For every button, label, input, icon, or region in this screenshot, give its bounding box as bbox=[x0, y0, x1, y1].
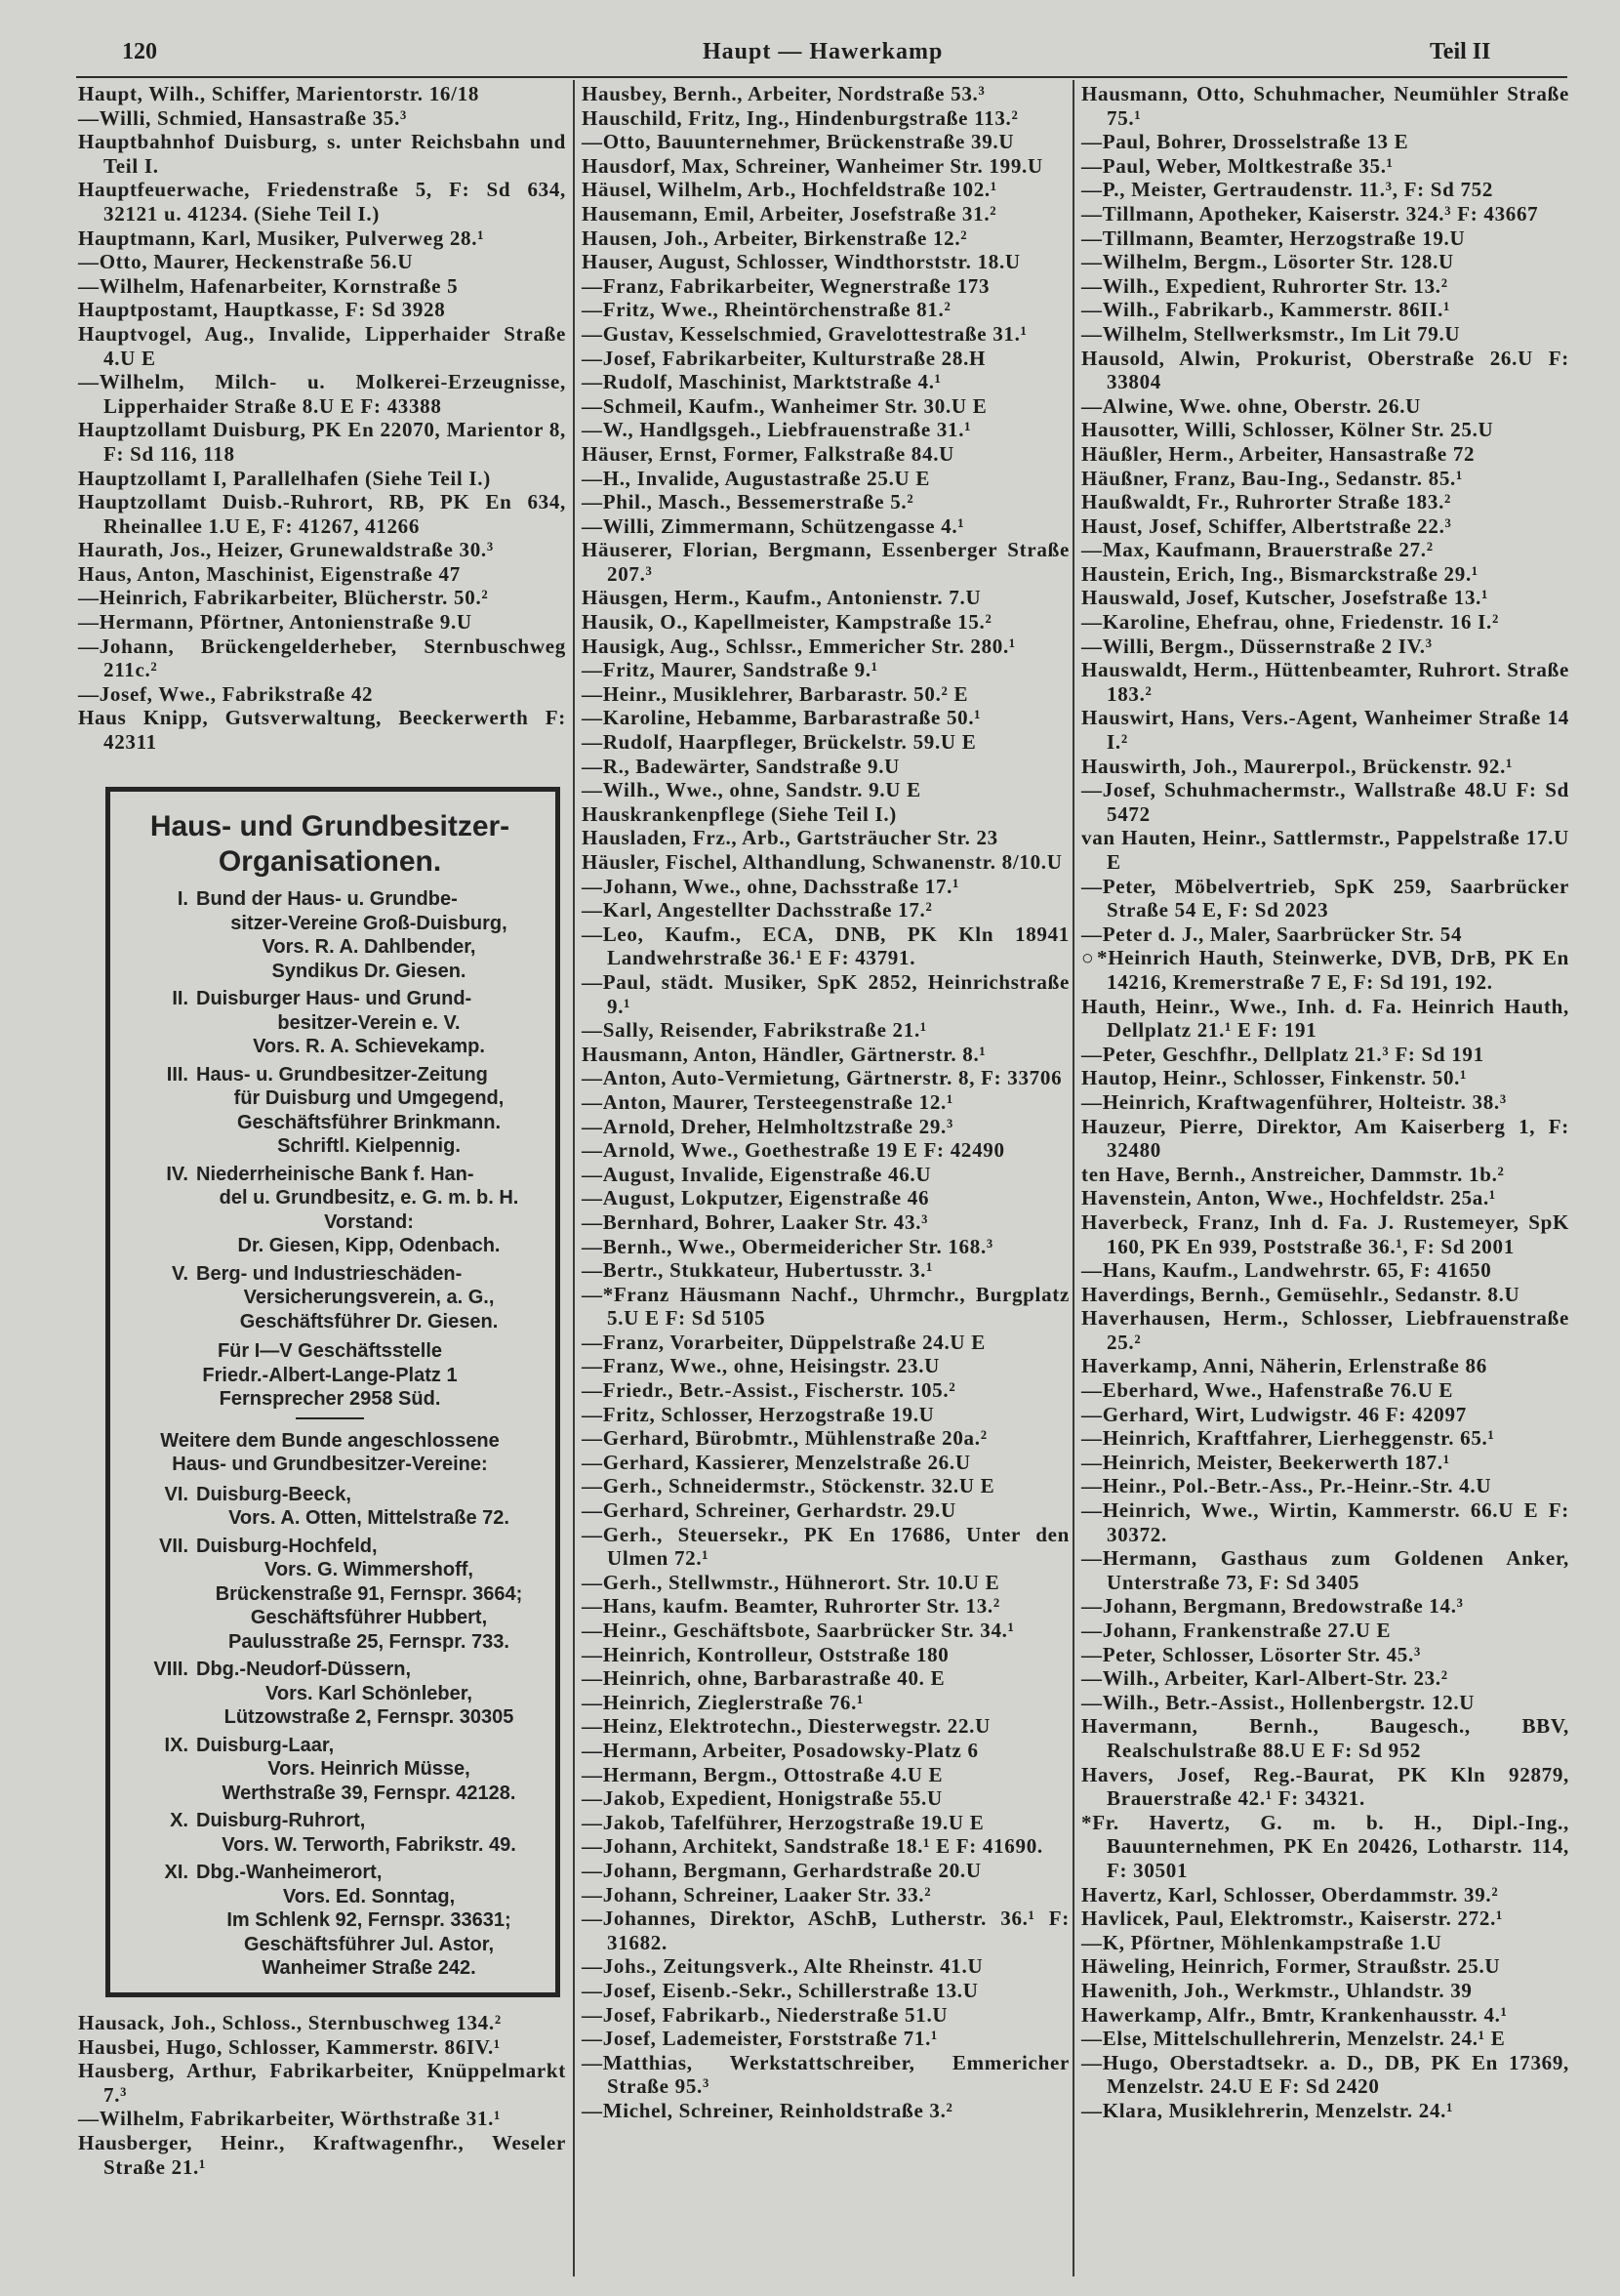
organization-item bbox=[118, 1063, 542, 1159]
directory-entry: Haverdings, Bernh., Gemüsehlr., Sedanstr. 8.U bbox=[1081, 1282, 1520, 1306]
directory-entry: —Josef, Schuhmachermstr., Wallstraße 48.U F: Sd 5472 bbox=[1081, 778, 1569, 826]
directory-entry: —Wilhelm, Fabrikarbeiter, Wörthstraße 31.¹ bbox=[78, 2107, 502, 2131]
separator-rule bbox=[296, 1417, 364, 1419]
directory-entry: Haverbeck, Franz, Inh d. Fa. J. Rustemeyer, SpK 160, PK En 939, Poststraße 36.¹, F: Sd 2001 bbox=[1081, 1210, 1569, 1258]
item-numeral: XI. bbox=[164, 1862, 188, 1883]
directory-entry: —Wilh., Wwe., ohne, Sandstr. 9.U E bbox=[582, 778, 921, 802]
directory-entry: Hauptzollamt Duisb.-Ruhrort, RB, PK En 634, Rheinallee 1.U E, F: 41267, 41266 bbox=[78, 490, 566, 538]
directory-entry: —Wilhelm, Stellwerksmstr., Im Lit 79.U bbox=[1081, 321, 1461, 346]
directory-entry: —Willi, Bergm., Düssernstraße 2 IV.³ bbox=[1081, 634, 1433, 658]
directory-entry: Hauptbahnhof Duisburg, s. unter Reichsbahn und Teil I. bbox=[78, 130, 566, 178]
item-text bbox=[196, 1262, 542, 1334]
organization-item bbox=[118, 1658, 542, 1730]
directory-entry: —Johann, Schreiner, Laaker Str. 33.² bbox=[582, 1882, 932, 1906]
directory-entry: —Josef, Eisenb.-Sekr., Schillerstraße 13.U bbox=[582, 1978, 979, 2002]
organization-item bbox=[118, 1809, 542, 1857]
directory-entry: —Gerhard, Wirt, Ludwigstr. 46 F: 42097 bbox=[1081, 1402, 1467, 1426]
directory-entry: Havlicek, Paul, Elektromstr., Kaiserstr. 272.¹ bbox=[1081, 1906, 1504, 1931]
directory-entry: Haus Knipp, Gutsverwaltung, Beeckerwerth F: 42311 bbox=[78, 706, 566, 755]
directory-entry: Hauzeur, Pierre, Direktor, Am Kaiserberg 1, F: 32480 bbox=[1081, 1114, 1569, 1163]
item-line: Duisburger Haus- und Grund- bbox=[196, 988, 472, 1009]
directory-entry: —Bertr., Stukkateur, Hubertusstr. 3.¹ bbox=[582, 1258, 934, 1283]
directory-entry: —Bernh., Wwe., Obermeidericher Str. 168.³ bbox=[582, 1234, 993, 1258]
directory-entry: Hausigk, Aug., Schlssr., Emmericher Str. 280.¹ bbox=[582, 634, 1016, 658]
item-numeral: I. bbox=[177, 888, 188, 910]
directory-entry: Hausack, Joh., Schloss., Sternbuschweg 134.² bbox=[78, 2011, 502, 2034]
directory-entry: Haust, Josef, Schiffer, Albertstraße 22.³ bbox=[1081, 513, 1452, 538]
directory-entry: —Wilhelm, Hafenarbeiter, Kornstraße 5 bbox=[78, 273, 459, 298]
directory-entry: —Jakob, Expedient, Honigstraße 55.U bbox=[582, 1786, 943, 1811]
item-line: Duisburg-Beeck, bbox=[196, 1483, 351, 1505]
directory-entry: —Johann, Architekt, Sandstraße 18.¹ E F: 41690. bbox=[582, 1834, 1043, 1859]
directory-entry: —Heinrich, Fabrikarbeiter, Blücherstr. 50.² bbox=[78, 586, 489, 610]
item-line: Werthstraße 39, Fernspr. 42128. bbox=[222, 1782, 516, 1804]
directory-entry: Hautop, Heinr., Schlosser, Finkenstr. 50.¹ bbox=[1081, 1066, 1468, 1090]
item-text bbox=[196, 1163, 542, 1258]
item-line: Duisburg-Laar, bbox=[196, 1734, 335, 1756]
directory-entry: —August, Invalide, Eigenstraße 46.U bbox=[582, 1162, 932, 1186]
directory-entry: —Franz, Fabrikarbeiter, Wegnerstraße 173 bbox=[582, 273, 991, 298]
directory-entry: Häuser, Ernst, Former, Falkstraße 84.U bbox=[582, 441, 955, 466]
directory-entry: *Fr. Havertz, G. m. b. H., Dipl.-Ing., Bauunternehmen, PK En 20426, Lotharstr. 114, F: 30501 bbox=[1081, 1810, 1569, 1882]
directory-entry: —H., Invalide, Augustastraße 25.U E bbox=[582, 466, 931, 490]
directory-entry: Hausbey, Bernh., Arbeiter, Nordstraße 53.³ bbox=[582, 82, 986, 105]
item-numeral: VI. bbox=[164, 1483, 188, 1505]
directory-entry: —Gustav, Kesselschmied, Gravelottestraße 31.¹ bbox=[582, 321, 1028, 346]
column-1-entries bbox=[78, 82, 566, 755]
directory-entry: —Wilhelm, Bergm., Lösorter Str. 128.U bbox=[1081, 250, 1454, 274]
directory-entry: Haus, Anton, Maschinist, Eigenstraße 47 bbox=[78, 561, 461, 586]
directory-entry: Havermann, Bernh., Baugesch., BBV, Realschulstraße 88.U E F: Sd 952 bbox=[1081, 1714, 1569, 1762]
column-3-entries bbox=[1081, 82, 1569, 2122]
office-address bbox=[118, 1339, 542, 1412]
directory-entry: Hawenith, Joh., Werkmstr., Uhlandstr. 39 bbox=[1081, 1978, 1473, 2002]
organization-item bbox=[118, 887, 542, 983]
directory-entry: —W., Handlgsgeh., Liebfrauenstraße 31.¹ bbox=[582, 418, 972, 442]
directory-entry: ten Have, Bernh., Anstreicher, Dammstr. 1b.² bbox=[1081, 1162, 1505, 1186]
item-line: Niederrheinische Bank f. Han- bbox=[196, 1163, 474, 1185]
directory-entry: van Hauten, Heinr., Sattlermstr., Pappelstraße 17.U E bbox=[1081, 826, 1569, 874]
directory-entry: Hauswirt, Hans, Vers.-Agent, Wanheimer Straße 14 I.² bbox=[1081, 706, 1569, 755]
directory-entry: —Johann, Bergmann, Gerhardstraße 20.U bbox=[582, 1858, 982, 1882]
organization-item bbox=[118, 1861, 542, 1981]
directory-entry: —Wilhelm, Milch- u. Molkerei-Erzeugnisse, Lipperhaider Straße 8.U E F: 43388 bbox=[78, 370, 566, 418]
item-line: Vorstand: bbox=[324, 1210, 414, 1233]
item-line: Syndikus Dr. Giesen. bbox=[271, 960, 466, 982]
directory-entry: Hauptzollamt Duisburg, PK En 22070, Marientor 8, F: Sd 116, 118 bbox=[78, 418, 566, 466]
directory-entry: Häuserer, Florian, Bergmann, Essenberger Straße 207.³ bbox=[582, 538, 1070, 586]
directory-entry: —Tillmann, Apotheker, Kaiserstr. 324.³ F: 43667 bbox=[1081, 201, 1539, 226]
directory-entry: —Hans, Kaufm., Landwehrstr. 65, F: 41650 bbox=[1081, 1258, 1492, 1283]
running-title: Haupt — Hawerkamp bbox=[703, 39, 944, 64]
directory-entry: Havertz, Karl, Schlosser, Oberdammstr. 39.² bbox=[1081, 1882, 1499, 1906]
directory-entry: —Gerh., Stellwmstr., Hühnerort. Str. 10.U E bbox=[582, 1570, 1000, 1594]
directory-entry: —Heinr., Pol.-Betr.-Ass., Pr.-Heinr.-Str. 4.U bbox=[1081, 1474, 1492, 1498]
directory-entry: —Bernhard, Bohrer, Laaker Str. 43.³ bbox=[582, 1210, 929, 1234]
item-line: Im Schlenk 92, Fernspr. 33631; bbox=[226, 1909, 511, 1931]
directory-entry: Hauptvogel, Aug., Invalide, Lipperhaider Straße 4.U E bbox=[78, 321, 566, 370]
directory-entry: Haupt, Wilh., Schiffer, Marientorstr. 16/18 bbox=[78, 82, 480, 105]
directory-entry: Havers, Josef, Reg.-Baurat, PK Kln 92879, Brauerstraße 42.¹ F: 34321. bbox=[1081, 1762, 1569, 1811]
directory-entry: Hausbei, Hugo, Schlosser, Kammerstr. 86IV.¹ bbox=[78, 2034, 501, 2059]
directory-entry: —Johs., Zeitungsverk., Alte Rheinstr. 41.U bbox=[582, 1954, 984, 1979]
directory-entry: —August, Lokputzer, Eigenstraße 46 bbox=[582, 1186, 930, 1210]
directory-entry: —Friedr., Betr.-Assist., Fischerstr. 105.² bbox=[582, 1378, 956, 1403]
directory-entry: —Gerhard, Schreiner, Gerhardstr. 29.U bbox=[582, 1498, 956, 1523]
directory-entry: —Klara, Musiklehrerin, Menzelstr. 24.¹ bbox=[1081, 2098, 1454, 2122]
directory-entry: —Peter, Möbelvertrieb, SpK 259, Saarbrücker Straße 54 E, F: Sd 2023 bbox=[1081, 874, 1569, 922]
directory-entry: —Fritz, Schlosser, Herzogstraße 19.U bbox=[582, 1402, 935, 1426]
item-numeral: VII. bbox=[158, 1535, 188, 1557]
header-rule bbox=[76, 76, 1567, 78]
directory-entry: —Hermann, Arbeiter, Posadowsky-Platz 6 bbox=[582, 1738, 979, 1762]
directory-entry: Hauptzollamt I, Parallelhafen (Siehe Teil I.) bbox=[78, 466, 491, 490]
directory-entry: —Paul, Bohrer, Drosselstraße 13 E bbox=[1081, 130, 1409, 154]
item-line: Geschäftsführer Brinkmann. bbox=[236, 1111, 502, 1133]
directory-entry: —Arnold, Wwe., Goethestraße 19 E F: 42490 bbox=[582, 1138, 1005, 1163]
directory-entry: —Michel, Schreiner, Reinholdstraße 3.² bbox=[582, 2098, 953, 2122]
directory-entry: —Schmeil, Kaufm., Wanheimer Str. 30.U E bbox=[582, 393, 988, 418]
directory-entry: Hausmann, Otto, Schuhmacher, Neumühler Straße 75.¹ bbox=[1081, 82, 1569, 130]
item-numeral: VIII. bbox=[153, 1659, 188, 1680]
directory-entry: Häußner, Franz, Bau-Ing., Sedanstr. 85.¹ bbox=[1081, 466, 1463, 490]
directory-entry: —Josef, Fabrikarbeiter, Kulturstraße 28.H bbox=[582, 346, 987, 370]
directory-entry: —Willi, Schmied, Hansastraße 35.³ bbox=[78, 105, 408, 130]
directory-entry: Hausberg, Arthur, Fabrikarbeiter, Knüppelmarkt 7.³ bbox=[78, 2059, 566, 2107]
directory-entry: Haverkamp, Anni, Näherin, Erlenstraße 86 bbox=[1081, 1354, 1487, 1378]
item-text bbox=[196, 1063, 542, 1159]
directory-entry: —Wilh., Expedient, Ruhrorter Str. 13.² bbox=[1081, 273, 1448, 298]
directory-entry: —Hermann, Pförtner, Antonienstraße 9.U bbox=[78, 610, 472, 635]
directory-entry: Häußler, Herm., Arbeiter, Hansastraße 72 bbox=[1081, 441, 1476, 466]
item-line: Vors. Ed. Sonntag, bbox=[282, 1885, 456, 1907]
directory-entry: —P., Meister, Gertraudenstr. 11.³, F: Sd 752 bbox=[1081, 178, 1494, 202]
item-line: del u. Grundbesitz, e. G. m. b. H. bbox=[219, 1187, 519, 1209]
directory-entry: —Arnold, Dreher, Helmholtzstraße 29.³ bbox=[582, 1114, 953, 1138]
further-heading-line: Weitere dem Bunde angeschlossene bbox=[160, 1429, 500, 1452]
item-text bbox=[196, 1861, 542, 1981]
directory-entry: —Franz, Wwe., ohne, Heisingstr. 23.U bbox=[582, 1354, 941, 1378]
directory-entry: —Alwine, Wwe. ohne, Oberstr. 26.U bbox=[1081, 393, 1422, 418]
further-heading bbox=[118, 1429, 542, 1477]
directory-entry: —Hermann, Bergm., Ottostraße 4.U E bbox=[582, 1762, 944, 1786]
directory-entry: —Peter, Geschfhr., Dellplatz 21.³ F: Sd 191 bbox=[1081, 1042, 1484, 1066]
directory-entry: Hauth, Heinr., Wwe., Inh. d. Fa. Heinrich Hauth, Dellplatz 21.¹ E F: 191 bbox=[1081, 994, 1569, 1043]
directory-entry: —Anton, Auto-Vermietung, Gärtnerstr. 8, F: 33706 bbox=[582, 1066, 1063, 1090]
directory-entry: —Johann, Wwe., ohne, Dachsstraße 17.¹ bbox=[582, 874, 960, 898]
directory-entry: Hausberger, Heinr., Kraftwagenfhr., Weseler Straße 21.¹ bbox=[78, 2130, 566, 2179]
item-text bbox=[196, 887, 542, 983]
directory-entry: —Eberhard, Wwe., Hafenstraße 76.U E bbox=[1081, 1378, 1454, 1403]
directory-entry: ○*Heinrich Hauth, Steinwerke, DVB, DrB, PK En 14216, Kremerstraße 7 E, F: Sd 191, 192. bbox=[1081, 946, 1569, 994]
directory-entry: —Josef, Lademeister, Forststraße 71.¹ bbox=[582, 2027, 939, 2051]
item-line: Dbg.-Neudorf-Düssern, bbox=[196, 1659, 411, 1680]
directory-entry: —Heinrich, Meister, Beekerwerth 187.¹ bbox=[1081, 1450, 1450, 1474]
advert-title: Haus- und Grundbesitzer-Organisationen. bbox=[149, 810, 510, 878]
directory-entry: Hausotter, Willi, Schlosser, Kölner Str. 25.U bbox=[1081, 418, 1494, 442]
directory-entry: —Karoline, Ehefrau, ohne, Friedenstr. 16 I.² bbox=[1081, 610, 1499, 635]
directory-entry: —R., Badewärter, Sandstraße 9.U bbox=[582, 754, 901, 778]
directory-entry: —Johann, Bergmann, Bredowstraße 14.³ bbox=[1081, 1594, 1464, 1619]
item-text bbox=[196, 1809, 542, 1857]
directory-entry: Haustein, Erich, Ing., Bismarckstraße 29.¹ bbox=[1081, 561, 1478, 586]
item-numeral: IX. bbox=[164, 1734, 188, 1756]
directory-entry: Haverhausen, Herm., Schlosser, Liebfrauenstraße 25.² bbox=[1081, 1306, 1569, 1354]
directory-entry: —Phil., Masch., Bessemerstraße 5.² bbox=[582, 490, 914, 514]
directory-entry: Havenstein, Anton, Wwe., Hochfeldstr. 25a.¹ bbox=[1081, 1186, 1496, 1210]
directory-entry: Häweling, Heinrich, Former, Straußstr. 25.U bbox=[1081, 1954, 1501, 1979]
item-line: Vors. W. Terworth, Fabrikstr. 49. bbox=[222, 1833, 516, 1856]
directory-entry: —Sally, Reisender, Fabrikstraße 21.¹ bbox=[582, 1018, 927, 1043]
column-rule bbox=[573, 80, 575, 2276]
item-line: Vors. G. Wimmershoff, bbox=[264, 1559, 473, 1580]
item-line: Schriftl. Kielpennig. bbox=[277, 1135, 461, 1157]
directory-entry: Hauskrankenpflege (Siehe Teil I.) bbox=[582, 801, 897, 826]
directory-entry: —Wilh., Betr.-Assist., Hollenbergstr. 12.U bbox=[1081, 1690, 1476, 1714]
item-line: Versicherungsverein, a. G., bbox=[243, 1287, 495, 1308]
organization-item bbox=[118, 1483, 542, 1531]
organizations-advert-box bbox=[105, 787, 560, 1997]
organization-item bbox=[118, 987, 542, 1059]
directory-entry: —Paul, Weber, Moltkestraße 35.¹ bbox=[1081, 153, 1394, 178]
item-numeral: III. bbox=[166, 1063, 188, 1086]
directory-entry: Hauptpostamt, Hauptkasse, F: Sd 3928 bbox=[78, 298, 446, 322]
item-line: besitzer-Verein e. V. bbox=[277, 1011, 461, 1034]
item-text bbox=[196, 1734, 542, 1806]
directory-entry: Hauswirth, Joh., Maurerpol., Brückenstr. 92.¹ bbox=[1081, 754, 1514, 778]
directory-entry: —Karl, Angestellter Dachsstraße 17.² bbox=[582, 898, 933, 922]
item-line: Vors. R. A. Schievekamp. bbox=[253, 1036, 485, 1057]
column-1-bottom-entries bbox=[78, 2011, 566, 2179]
directory-entry: —Josef, Wwe., Fabrikstraße 42 bbox=[78, 681, 374, 706]
directory-entry: —Paul, städt. Musiker, SpK 2852, Heinrichstraße 9.¹ bbox=[582, 969, 1070, 1018]
office-line: Friedr.-Albert-Lange-Platz 1 bbox=[202, 1364, 458, 1386]
item-line: Paulusstraße 25, Fernspr. 733. bbox=[228, 1630, 509, 1653]
directory-entry: —Franz, Vorarbeiter, Düppelstraße 24.U E bbox=[582, 1330, 986, 1354]
directory-entry: —Hermann, Gasthaus zum Goldenen Anker, Unterstraße 73, F: Sd 3405 bbox=[1081, 1546, 1569, 1594]
directory-entry: —Peter d. J., Maler, Saarbrücker Str. 54 bbox=[1081, 922, 1463, 946]
directory-entry: Hausdorf, Max, Schreiner, Wanheimer Str. 199.U bbox=[582, 153, 1043, 178]
item-line: Vors. A. Otten, Mittelstraße 72. bbox=[228, 1507, 509, 1529]
further-organization-list bbox=[118, 1483, 542, 1981]
directory-entry: Häusler, Fischel, Althandlung, Schwanenstr. 8/10.U bbox=[582, 850, 1063, 874]
item-line: Dr. Giesen, Kipp, Odenbach. bbox=[237, 1235, 501, 1256]
item-line: Geschäftsführer Dr. Giesen. bbox=[239, 1310, 499, 1332]
item-line: Bund der Haus- u. Grundbe- bbox=[196, 888, 458, 910]
directory-entry: Hausen, Joh., Arbeiter, Birkenstraße 12.² bbox=[582, 226, 968, 250]
directory-entry: —Otto, Maurer, Heckenstraße 56.U bbox=[78, 250, 414, 274]
item-numeral: V. bbox=[171, 1262, 188, 1285]
directory-entry: —Karoline, Hebamme, Barbarastraße 50.¹ bbox=[582, 706, 982, 730]
directory-entry: —Leo, Kaufm., ECA, DNB, PK Kln 18941 Landwehrstraße 36.¹ E F: 43791. bbox=[582, 922, 1070, 970]
directory-entry: —Heinrich, Kraftwagenführer, Holteistr. 38.³ bbox=[1081, 1089, 1507, 1114]
directory-entry: —Heinrich, Kontrolleur, Oststraße 180 bbox=[582, 1642, 950, 1666]
office-line: Fernsprecher 2958 Süd. bbox=[219, 1388, 441, 1410]
directory-entry: Hauptfeuerwache, Friedenstraße 5, F: Sd 634, 32121 u. 41234. (Siehe Teil I.) bbox=[78, 178, 566, 226]
item-text bbox=[196, 1658, 542, 1730]
item-line: Lützowstraße 2, Fernspr. 30305 bbox=[223, 1706, 514, 1728]
directory-entry: —Johannes, Direktor, ASchB, Lutherstr. 36.¹ F: 31682. bbox=[582, 1906, 1070, 1954]
directory-entry: —Gerhard, Kassierer, Menzelstraße 26.U bbox=[582, 1450, 971, 1474]
directory-entry: —Gerh., Steuersekr., PK En 17686, Unter den Ulmen 72.¹ bbox=[582, 1522, 1070, 1571]
item-line: Geschäftsführer Hubbert, bbox=[250, 1607, 488, 1628]
item-line: Vors. Heinrich Müsse, bbox=[267, 1758, 470, 1780]
directory-entry: —Heinrich, Zieglerstraße 76.¹ bbox=[582, 1690, 865, 1714]
item-line: Vors. R. A. Dahlbender, bbox=[262, 936, 476, 958]
directory-entry: —K, Pförtner, Möhlenkampstraße 1.U bbox=[1081, 1930, 1442, 1954]
directory-entry: —Tillmann, Beamter, Herzogstraße 19.U bbox=[1081, 226, 1466, 250]
directory-entry: —Heinrich, Wwe., Wirtin, Kammerstr. 66.U E F: 30372. bbox=[1081, 1498, 1569, 1546]
directory-entry: Häusel, Wilhelm, Arb., Hochfeldstraße 102.¹ bbox=[582, 178, 997, 202]
directory-entry: —Rudolf, Haarpfleger, Brückelstr. 59.U E bbox=[582, 730, 977, 755]
directory-entry: —Hugo, Oberstadtsekr. a. D., DB, PK En 17369, Menzelstr. 24.U E F: Sd 2420 bbox=[1081, 2050, 1569, 2099]
column-2-entries bbox=[582, 82, 1070, 2122]
column-rule bbox=[1073, 80, 1074, 2276]
directory-entry: —Fritz, Maurer, Sandstraße 9.¹ bbox=[582, 658, 878, 682]
directory-entry: Hauptmann, Karl, Musiker, Pulverweg 28.¹ bbox=[78, 226, 485, 250]
directory-entry: Hauschild, Fritz, Ing., Hindenburgstraße 113.² bbox=[582, 105, 1019, 130]
item-text bbox=[196, 1483, 542, 1531]
directory-entry: —Josef, Fabrikarb., Niederstraße 51.U bbox=[582, 2002, 949, 2027]
directory-entry: —Gerh., Schneidermstr., Stöckenstr. 32.U E bbox=[582, 1474, 995, 1498]
directory-entry: —Max, Kaufmann, Brauerstraße 27.² bbox=[1081, 538, 1434, 562]
item-numeral: IV. bbox=[166, 1163, 188, 1185]
item-line: sitzer-Vereine Groß-Duisburg, bbox=[230, 912, 507, 934]
directory-entry: Hausold, Alwin, Prokurist, Oberstraße 26.U F: 33804 bbox=[1081, 346, 1569, 394]
item-numeral: II. bbox=[172, 988, 188, 1009]
directory-entry: Haußwaldt, Fr., Ruhrorter Straße 183.² bbox=[1081, 490, 1452, 514]
item-line: Haus- u. Grundbesitzer-Zeitung bbox=[196, 1063, 488, 1086]
item-line: Vors. Karl Schönleber, bbox=[265, 1682, 472, 1704]
directory-entry: Hausladen, Frz., Arb., Gartsträucher Str. 23 bbox=[582, 826, 998, 850]
organization-item bbox=[118, 1262, 542, 1334]
further-heading-line: Haus- und Grundbesitzer-Vereine: bbox=[172, 1454, 488, 1475]
item-text bbox=[196, 1535, 542, 1655]
office-line: Für I—V Geschäftsstelle bbox=[217, 1340, 443, 1362]
directory-entry: —Rudolf, Maschinist, Marktstraße 4.¹ bbox=[582, 370, 942, 394]
directory-entry: Hauser, August, Schlosser, Windthorststr. 18.U bbox=[582, 250, 1021, 274]
directory-entry: Hawerkamp, Alfr., Bmtr, Krankenhausstr. 4.¹ bbox=[1081, 2002, 1508, 2027]
directory-entry: —Heinz, Elektrotechn., Diesterwegstr. 22.U bbox=[582, 1714, 991, 1739]
item-line: Duisburg-Ruhrort, bbox=[196, 1810, 366, 1831]
directory-entry: Hauswaldt, Herm., Hüttenbeamter, Ruhrort. Straße 183.² bbox=[1081, 658, 1569, 706]
directory-entry: —Matthias, Werkstattschreiber, Emmericher Straße 95.³ bbox=[582, 2050, 1070, 2099]
directory-entry: —Fritz, Wwe., Rheintörchenstraße 81.² bbox=[582, 298, 952, 322]
directory-entry: —Otto, Bauunternehmer, Brückenstraße 39.U bbox=[582, 130, 1015, 154]
item-line: Brückenstraße 91, Fernspr. 3664; bbox=[215, 1582, 523, 1605]
item-line: Berg- und Industrieschäden- bbox=[196, 1262, 463, 1285]
directory-entry: —Heinrich, Kraftfahrer, Lierheggenstr. 65.¹ bbox=[1081, 1426, 1495, 1451]
directory-entry: —Gerhard, Bürobmtr., Mühlenstraße 20a.² bbox=[582, 1426, 988, 1451]
directory-entry: Hausik, O., Kapellmeister, Kampstraße 15.² bbox=[582, 610, 992, 635]
organization-item bbox=[118, 1734, 542, 1806]
directory-entry: —*Franz Häusmann Nachf., Uhrmchr., Burgplatz 5.U E F: Sd 5105 bbox=[582, 1282, 1070, 1331]
directory-entry: —Willi, Zimmermann, Schützengasse 4.¹ bbox=[582, 513, 965, 538]
item-line: für Duisburg und Umgegend, bbox=[233, 1087, 505, 1109]
directory-entry: —Anton, Maurer, Tersteegenstraße 12.¹ bbox=[582, 1089, 954, 1114]
item-line: Wanheimer Straße 242. bbox=[262, 1957, 476, 1979]
directory-entry: Hauswald, Josef, Kutscher, Josefstraße 13.¹ bbox=[1081, 586, 1489, 610]
item-line: Geschäftsführer Jul. Astor, bbox=[244, 1933, 494, 1955]
directory-entry: —Hans, kaufm. Beamter, Ruhrorter Str. 13.² bbox=[582, 1594, 1000, 1619]
part-label: Teil II bbox=[1430, 39, 1491, 64]
item-line: Duisburg-Hochfeld, bbox=[196, 1535, 378, 1557]
directory-entry: —Heinrich, ohne, Barbarastraße 40. E bbox=[582, 1666, 946, 1691]
item-numeral: X. bbox=[170, 1810, 188, 1831]
directory-entry: —Wilh., Arbeiter, Karl-Albert-Str. 23.² bbox=[1081, 1666, 1448, 1691]
directory-entry: Hausemann, Emil, Arbeiter, Josefstraße 31.² bbox=[582, 201, 997, 226]
organization-item bbox=[118, 1535, 542, 1655]
directory-entry: Hausmann, Anton, Händler, Gärtnerstr. 8.¹ bbox=[582, 1042, 987, 1066]
item-line: Dbg.-Wanheimerort, bbox=[196, 1862, 383, 1883]
directory-entry: —Else, Mittelschullehrerin, Menzelstr. 24.¹ E bbox=[1081, 2027, 1506, 2051]
item-text bbox=[196, 987, 542, 1059]
organization-list bbox=[118, 887, 542, 1333]
directory-entry: —Johann, Brückengelderheber, Sternbuschweg 211c.² bbox=[78, 634, 566, 682]
directory-entry: —Peter, Schlosser, Lösorter Str. 45.³ bbox=[1081, 1642, 1421, 1666]
directory-entry: —Jakob, Tafelführer, Herzogstraße 19.U E bbox=[582, 1810, 985, 1834]
directory-entry: —Heinr., Musiklehrer, Barbarastr. 50.² E bbox=[582, 681, 969, 706]
directory-entry: Haurath, Jos., Heizer, Grunewaldstraße 30.³ bbox=[78, 538, 494, 562]
directory-entry: —Johann, Frankenstraße 27.U E bbox=[1081, 1619, 1392, 1642]
page-number: 120 bbox=[122, 39, 157, 64]
directory-entry: —Heinr., Geschäftsbote, Saarbrücker Str. 34.¹ bbox=[582, 1619, 1015, 1642]
directory-entry: —Wilh., Fabrikarb., Kammerstr. 86II.¹ bbox=[1081, 298, 1451, 322]
organization-item bbox=[118, 1163, 542, 1258]
directory-entry: Häusgen, Herm., Kaufm., Antonienstr. 7.U bbox=[582, 586, 982, 610]
